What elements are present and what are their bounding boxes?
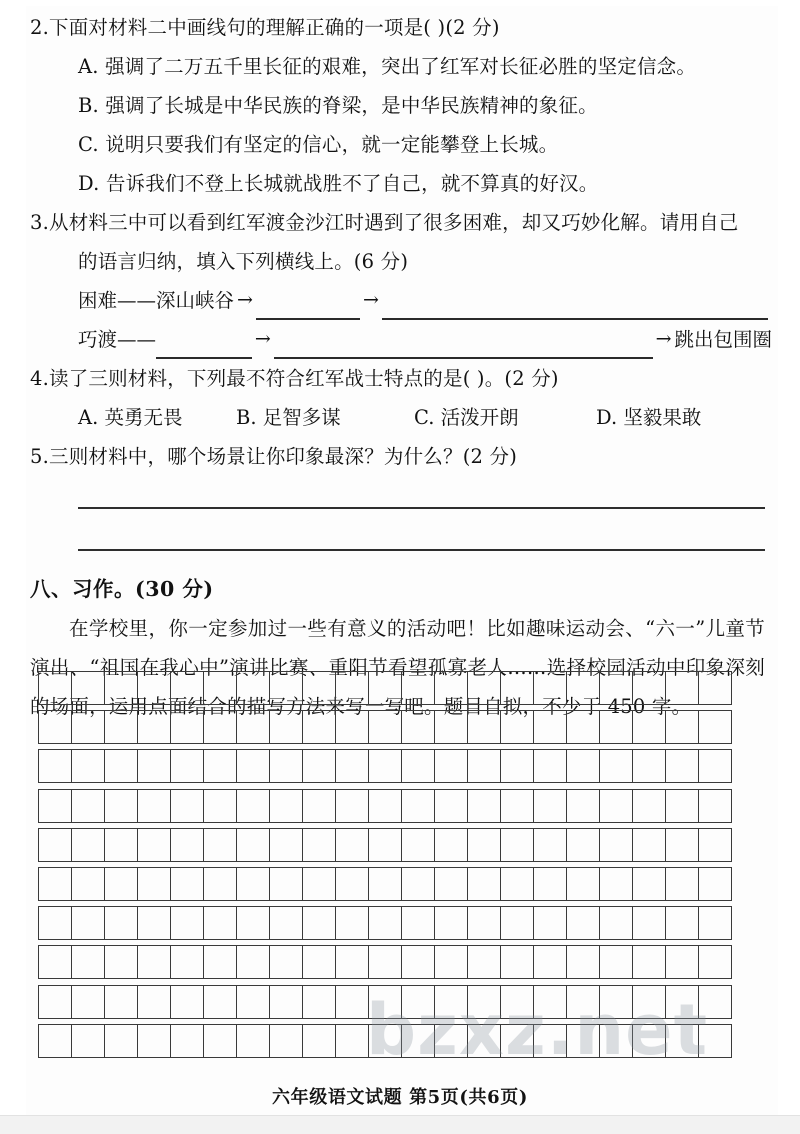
grid-cell[interactable] xyxy=(369,672,402,704)
grid-cell[interactable] xyxy=(105,1025,138,1057)
grid-cell[interactable] xyxy=(171,711,204,743)
grid-cell[interactable] xyxy=(369,907,402,939)
grid-cell[interactable] xyxy=(303,868,336,900)
grid-cell[interactable] xyxy=(435,946,468,978)
grid-cell[interactable] xyxy=(171,829,204,861)
grid-cell[interactable] xyxy=(39,986,72,1018)
grid-cell[interactable] xyxy=(237,790,270,822)
grid-cell[interactable] xyxy=(633,672,666,704)
grid-cell[interactable] xyxy=(402,907,435,939)
grid-row[interactable] xyxy=(38,906,732,940)
grid-cell[interactable] xyxy=(72,790,105,822)
grid-row[interactable] xyxy=(38,1024,732,1058)
arrow-right-icon: → xyxy=(237,289,253,311)
grid-cell[interactable] xyxy=(72,946,105,978)
site-watermark: bzxz.net xyxy=(366,989,709,1071)
grid-cell[interactable] xyxy=(468,868,501,900)
grid-cell[interactable] xyxy=(435,986,468,1018)
grid-cell[interactable] xyxy=(72,868,105,900)
grid-cell[interactable] xyxy=(336,790,369,822)
grid-cell[interactable] xyxy=(699,711,732,743)
grid-cell[interactable] xyxy=(237,986,270,1018)
grid-cell[interactable] xyxy=(336,868,369,900)
grid-cell[interactable] xyxy=(402,868,435,900)
grid-cell[interactable] xyxy=(204,1025,237,1057)
grid-cell[interactable] xyxy=(666,946,699,978)
page-edge-right xyxy=(778,0,800,1134)
grid-cell[interactable] xyxy=(138,986,171,1018)
grid-cell[interactable] xyxy=(72,829,105,861)
grid-cell[interactable] xyxy=(171,1025,204,1057)
grid-cell[interactable] xyxy=(303,672,336,704)
grid-cell[interactable] xyxy=(534,986,567,1018)
grid-cell[interactable] xyxy=(105,750,138,782)
grid-row[interactable] xyxy=(38,867,732,901)
grid-cell[interactable] xyxy=(303,1025,336,1057)
grid-cell[interactable] xyxy=(501,986,534,1018)
grid-cell[interactable] xyxy=(633,1025,666,1057)
grid-cell[interactable] xyxy=(204,986,237,1018)
grid-cell[interactable] xyxy=(468,907,501,939)
grid-cell[interactable] xyxy=(402,790,435,822)
grid-cell[interactable] xyxy=(72,907,105,939)
grid-cell[interactable] xyxy=(39,1025,72,1057)
grid-cell[interactable] xyxy=(369,986,402,1018)
grid-cell[interactable] xyxy=(138,750,171,782)
grid-cell[interactable] xyxy=(435,907,468,939)
grid-cell[interactable] xyxy=(468,711,501,743)
grid-cell[interactable] xyxy=(105,829,138,861)
grid-cell[interactable] xyxy=(72,750,105,782)
grid-cell[interactable] xyxy=(501,750,534,782)
grid-cell[interactable] xyxy=(633,907,666,939)
grid-cell[interactable] xyxy=(534,750,567,782)
question-content-column xyxy=(30,8,772,726)
grid-row[interactable] xyxy=(38,749,732,783)
grid-cell[interactable] xyxy=(336,946,369,978)
composition-prompt: 在学校里，你一定参加过一些有意义的活动吧！比如趣味运动会、“六一”儿童节演出、“祖国在我心中”演讲比赛、重阳节看望孤寡老人……选择校园活动中印象深刻的场面，运用点面结合的描写方法来写一写吧。题目自拟，不少于 450 字。 xyxy=(30,617,765,718)
grid-cell[interactable] xyxy=(600,907,633,939)
grid-cell[interactable] xyxy=(567,986,600,1018)
grid-cell[interactable] xyxy=(633,829,666,861)
flow-row-2-label: 巧渡—— xyxy=(78,328,157,351)
question-3-stem-line-2: 的语言归纳，填入下列横线上。(6 分) xyxy=(78,250,409,273)
question-3-blank-2[interactable] xyxy=(382,286,768,320)
grid-cell[interactable] xyxy=(666,1025,699,1057)
grid-cell[interactable] xyxy=(336,750,369,782)
flow-row-1-label: 困难——深山峡谷 xyxy=(78,289,235,312)
grid-cell[interactable] xyxy=(633,986,666,1018)
grid-row[interactable] xyxy=(38,671,732,705)
grid-cell[interactable] xyxy=(336,672,369,704)
grid-cell[interactable] xyxy=(237,829,270,861)
grid-row[interactable] xyxy=(38,828,732,862)
grid-cell[interactable] xyxy=(39,868,72,900)
grid-cell[interactable] xyxy=(303,750,336,782)
question-3-blank-3[interactable] xyxy=(156,325,252,359)
grid-cell[interactable] xyxy=(633,790,666,822)
grid-cell[interactable] xyxy=(699,868,732,900)
grid-cell[interactable] xyxy=(501,907,534,939)
grid-cell[interactable] xyxy=(336,1025,369,1057)
grid-cell[interactable] xyxy=(600,790,633,822)
grid-cell[interactable] xyxy=(138,790,171,822)
grid-cell[interactable] xyxy=(534,1025,567,1057)
grid-cell[interactable] xyxy=(336,711,369,743)
grid-cell[interactable] xyxy=(39,829,72,861)
grid-cell[interactable] xyxy=(270,672,303,704)
question-3-flow-row-1 xyxy=(30,281,772,320)
grid-cell[interactable] xyxy=(468,986,501,1018)
grid-cell[interactable] xyxy=(402,986,435,1018)
flow-row-2-tail: 跳出包围圈 xyxy=(674,328,772,351)
grid-cell[interactable] xyxy=(72,986,105,1018)
grid-row[interactable] xyxy=(38,710,732,744)
question-3-blank-1[interactable] xyxy=(256,286,360,320)
grid-cell[interactable] xyxy=(567,946,600,978)
grid-cell[interactable] xyxy=(501,1025,534,1057)
grid-cell[interactable] xyxy=(72,672,105,704)
grid-cell[interactable] xyxy=(600,750,633,782)
grid-cell[interactable] xyxy=(336,907,369,939)
question-4-options xyxy=(30,398,772,437)
grid-cell[interactable] xyxy=(633,711,666,743)
grid-cell[interactable] xyxy=(699,1025,732,1057)
grid-cell[interactable] xyxy=(39,750,72,782)
grid-cell[interactable] xyxy=(105,790,138,822)
grid-cell[interactable] xyxy=(171,868,204,900)
page-footer: 六年级语文试题 第5页(共6页) xyxy=(272,1087,528,1108)
grid-cell[interactable] xyxy=(270,750,303,782)
section-eight-heading: 八、习作。(30 分) xyxy=(30,577,214,601)
grid-cell[interactable] xyxy=(567,790,600,822)
grid-cell[interactable] xyxy=(402,750,435,782)
grid-cell[interactable] xyxy=(270,790,303,822)
grid-cell[interactable] xyxy=(138,1025,171,1057)
grid-cell[interactable] xyxy=(567,750,600,782)
grid-cell[interactable] xyxy=(105,986,138,1018)
grid-cell[interactable] xyxy=(534,829,567,861)
grid-cell[interactable] xyxy=(699,829,732,861)
grid-cell[interactable] xyxy=(270,829,303,861)
grid-cell[interactable] xyxy=(666,790,699,822)
question-3-blank-4[interactable] xyxy=(274,325,653,359)
grid-cell[interactable] xyxy=(204,829,237,861)
grid-cell[interactable] xyxy=(600,986,633,1018)
grid-cell[interactable] xyxy=(204,711,237,743)
grid-cell[interactable] xyxy=(435,790,468,822)
grid-cell[interactable] xyxy=(39,946,72,978)
grid-cell[interactable] xyxy=(600,672,633,704)
grid-cell[interactable] xyxy=(435,750,468,782)
question-4-option-d[interactable]: D. 坚毅果敢 xyxy=(596,406,702,429)
question-5-answer-line-1[interactable] xyxy=(78,476,765,509)
grid-cell[interactable] xyxy=(237,907,270,939)
grid-cell[interactable] xyxy=(303,946,336,978)
grid-cell[interactable] xyxy=(435,711,468,743)
grid-cell[interactable] xyxy=(336,986,369,1018)
grid-cell[interactable] xyxy=(138,946,171,978)
grid-cell[interactable] xyxy=(270,868,303,900)
grid-cell[interactable] xyxy=(666,711,699,743)
question-2-option-d[interactable]: D. 告诉我们不登上长城就战胜不了自己，就不算真的好汉。 xyxy=(78,172,599,195)
grid-cell[interactable] xyxy=(303,907,336,939)
grid-cell[interactable] xyxy=(633,750,666,782)
grid-cell[interactable] xyxy=(105,868,138,900)
question-2-stem: 2.下面对材料二中画线句的理解正确的一项是( )(2 分) xyxy=(30,16,500,39)
grid-cell[interactable] xyxy=(171,907,204,939)
page-edge-left xyxy=(0,0,26,1134)
grid-cell[interactable] xyxy=(600,946,633,978)
grid-cell[interactable] xyxy=(534,711,567,743)
grid-cell[interactable] xyxy=(435,868,468,900)
grid-cell[interactable] xyxy=(237,711,270,743)
grid-cell[interactable] xyxy=(105,946,138,978)
arrow-right-icon: → xyxy=(254,328,271,350)
grid-cell[interactable] xyxy=(171,672,204,704)
question-3-stem-line-1: 3.从材料三中可以看到红军渡金沙江时遇到了很多困难，却又巧妙化解。请用自己 xyxy=(30,211,739,234)
question-2-option-b[interactable]: B. 强调了长城是中华民族的脊梁，是中华民族精神的象征。 xyxy=(78,94,598,117)
grid-cell[interactable] xyxy=(171,946,204,978)
grid-cell[interactable] xyxy=(336,829,369,861)
grid-cell[interactable] xyxy=(468,946,501,978)
grid-cell[interactable] xyxy=(501,790,534,822)
grid-cell[interactable] xyxy=(567,868,600,900)
grid-cell[interactable] xyxy=(501,829,534,861)
grid-cell[interactable] xyxy=(270,1025,303,1057)
grid-cell[interactable] xyxy=(138,868,171,900)
question-5-stem: 5.三则材料中，哪个场景让你印象最深？为什么？(2 分) xyxy=(30,445,518,468)
grid-cell[interactable] xyxy=(600,711,633,743)
grid-cell[interactable] xyxy=(435,1025,468,1057)
grid-cell[interactable] xyxy=(534,868,567,900)
grid-cell[interactable] xyxy=(72,1025,105,1057)
grid-cell[interactable] xyxy=(666,829,699,861)
grid-cell[interactable] xyxy=(171,986,204,1018)
grid-cell[interactable] xyxy=(303,986,336,1018)
grid-cell[interactable] xyxy=(237,672,270,704)
grid-cell[interactable] xyxy=(237,1025,270,1057)
grid-cell[interactable] xyxy=(534,946,567,978)
grid-cell[interactable] xyxy=(699,750,732,782)
grid-cell[interactable] xyxy=(699,672,732,704)
question-4-option-b[interactable]: B. 足智多谋 xyxy=(236,406,341,429)
grid-cell[interactable] xyxy=(105,711,138,743)
grid-cell[interactable] xyxy=(666,750,699,782)
grid-cell[interactable] xyxy=(39,672,72,704)
composition-answer-grid[interactable] xyxy=(38,671,732,1058)
grid-cell[interactable] xyxy=(204,946,237,978)
grid-cell[interactable] xyxy=(633,946,666,978)
grid-cell[interactable] xyxy=(138,829,171,861)
grid-cell[interactable] xyxy=(270,711,303,743)
page-edge-top xyxy=(0,0,800,6)
page-edge-bottom xyxy=(0,1115,800,1134)
grid-cell[interactable] xyxy=(666,986,699,1018)
grid-cell[interactable] xyxy=(699,907,732,939)
grid-cell[interactable] xyxy=(138,907,171,939)
grid-cell[interactable] xyxy=(369,711,402,743)
grid-cell[interactable] xyxy=(369,946,402,978)
grid-cell[interactable] xyxy=(468,672,501,704)
grid-cell[interactable] xyxy=(699,790,732,822)
grid-cell[interactable] xyxy=(666,672,699,704)
grid-cell[interactable] xyxy=(501,711,534,743)
grid-cell[interactable] xyxy=(171,750,204,782)
grid-cell[interactable] xyxy=(468,829,501,861)
grid-cell[interactable] xyxy=(435,829,468,861)
grid-cell[interactable] xyxy=(600,829,633,861)
arrow-right-icon: → xyxy=(655,328,672,350)
grid-cell[interactable] xyxy=(567,711,600,743)
grid-cell[interactable] xyxy=(369,868,402,900)
grid-cell[interactable] xyxy=(600,868,633,900)
grid-cell[interactable] xyxy=(237,868,270,900)
question-4-stem: 4.读了三则材料，下列最不符合红军战士特点的是( )。(2 分) xyxy=(30,367,559,390)
grid-cell[interactable] xyxy=(138,672,171,704)
grid-cell[interactable] xyxy=(402,711,435,743)
grid-cell[interactable] xyxy=(369,829,402,861)
grid-cell[interactable] xyxy=(39,790,72,822)
arrow-right-icon: → xyxy=(362,289,379,311)
grid-cell[interactable] xyxy=(270,986,303,1018)
grid-cell[interactable] xyxy=(303,790,336,822)
grid-cell[interactable] xyxy=(402,672,435,704)
grid-cell[interactable] xyxy=(303,829,336,861)
grid-cell[interactable] xyxy=(303,711,336,743)
question-2-option-c[interactable]: C. 说明只要我们有坚定的信心，就一定能攀登上长城。 xyxy=(78,133,559,156)
grid-cell[interactable] xyxy=(435,672,468,704)
grid-cell[interactable] xyxy=(567,907,600,939)
grid-cell[interactable] xyxy=(468,750,501,782)
grid-cell[interactable] xyxy=(204,868,237,900)
grid-cell[interactable] xyxy=(237,946,270,978)
grid-cell[interactable] xyxy=(699,986,732,1018)
grid-cell[interactable] xyxy=(369,750,402,782)
grid-cell[interactable] xyxy=(72,711,105,743)
grid-cell[interactable] xyxy=(501,868,534,900)
grid-cell[interactable] xyxy=(534,790,567,822)
grid-cell[interactable] xyxy=(39,711,72,743)
grid-cell[interactable] xyxy=(204,790,237,822)
grid-cell[interactable] xyxy=(270,946,303,978)
grid-row[interactable] xyxy=(38,789,732,823)
grid-cell[interactable] xyxy=(204,672,237,704)
grid-cell[interactable] xyxy=(402,1025,435,1057)
grid-cell[interactable] xyxy=(171,790,204,822)
grid-cell[interactable] xyxy=(567,672,600,704)
grid-cell[interactable] xyxy=(369,1025,402,1057)
grid-cell[interactable] xyxy=(633,868,666,900)
grid-cell[interactable] xyxy=(237,750,270,782)
grid-cell[interactable] xyxy=(534,672,567,704)
grid-cell[interactable] xyxy=(105,907,138,939)
question-2-option-a[interactable]: A. 强调了二万五千里长征的艰难，突出了红军对长征必胜的坚定信念。 xyxy=(78,55,697,78)
grid-cell[interactable] xyxy=(468,790,501,822)
grid-cell[interactable] xyxy=(39,907,72,939)
grid-cell[interactable] xyxy=(270,907,303,939)
grid-cell[interactable] xyxy=(501,946,534,978)
question-3-flow-row-2 xyxy=(30,320,772,359)
grid-cell[interactable] xyxy=(468,1025,501,1057)
grid-cell[interactable] xyxy=(402,946,435,978)
grid-cell[interactable] xyxy=(666,868,699,900)
grid-cell[interactable] xyxy=(699,946,732,978)
question-4-option-c[interactable]: C. 活泼开朗 xyxy=(414,406,519,429)
grid-cell[interactable] xyxy=(105,672,138,704)
grid-cell[interactable] xyxy=(600,1025,633,1057)
grid-row[interactable] xyxy=(38,985,732,1019)
question-4-option-a[interactable]: A. 英勇无畏 xyxy=(78,406,183,429)
grid-cell[interactable] xyxy=(501,672,534,704)
grid-cell[interactable] xyxy=(666,907,699,939)
grid-cell[interactable] xyxy=(204,750,237,782)
grid-row[interactable] xyxy=(38,945,732,979)
grid-cell[interactable] xyxy=(369,790,402,822)
question-5-answer-line-2[interactable] xyxy=(78,509,765,551)
grid-cell[interactable] xyxy=(534,907,567,939)
grid-cell[interactable] xyxy=(204,907,237,939)
grid-cell[interactable] xyxy=(567,1025,600,1057)
grid-cell[interactable] xyxy=(402,829,435,861)
grid-cell[interactable] xyxy=(567,829,600,861)
grid-cell[interactable] xyxy=(138,711,171,743)
